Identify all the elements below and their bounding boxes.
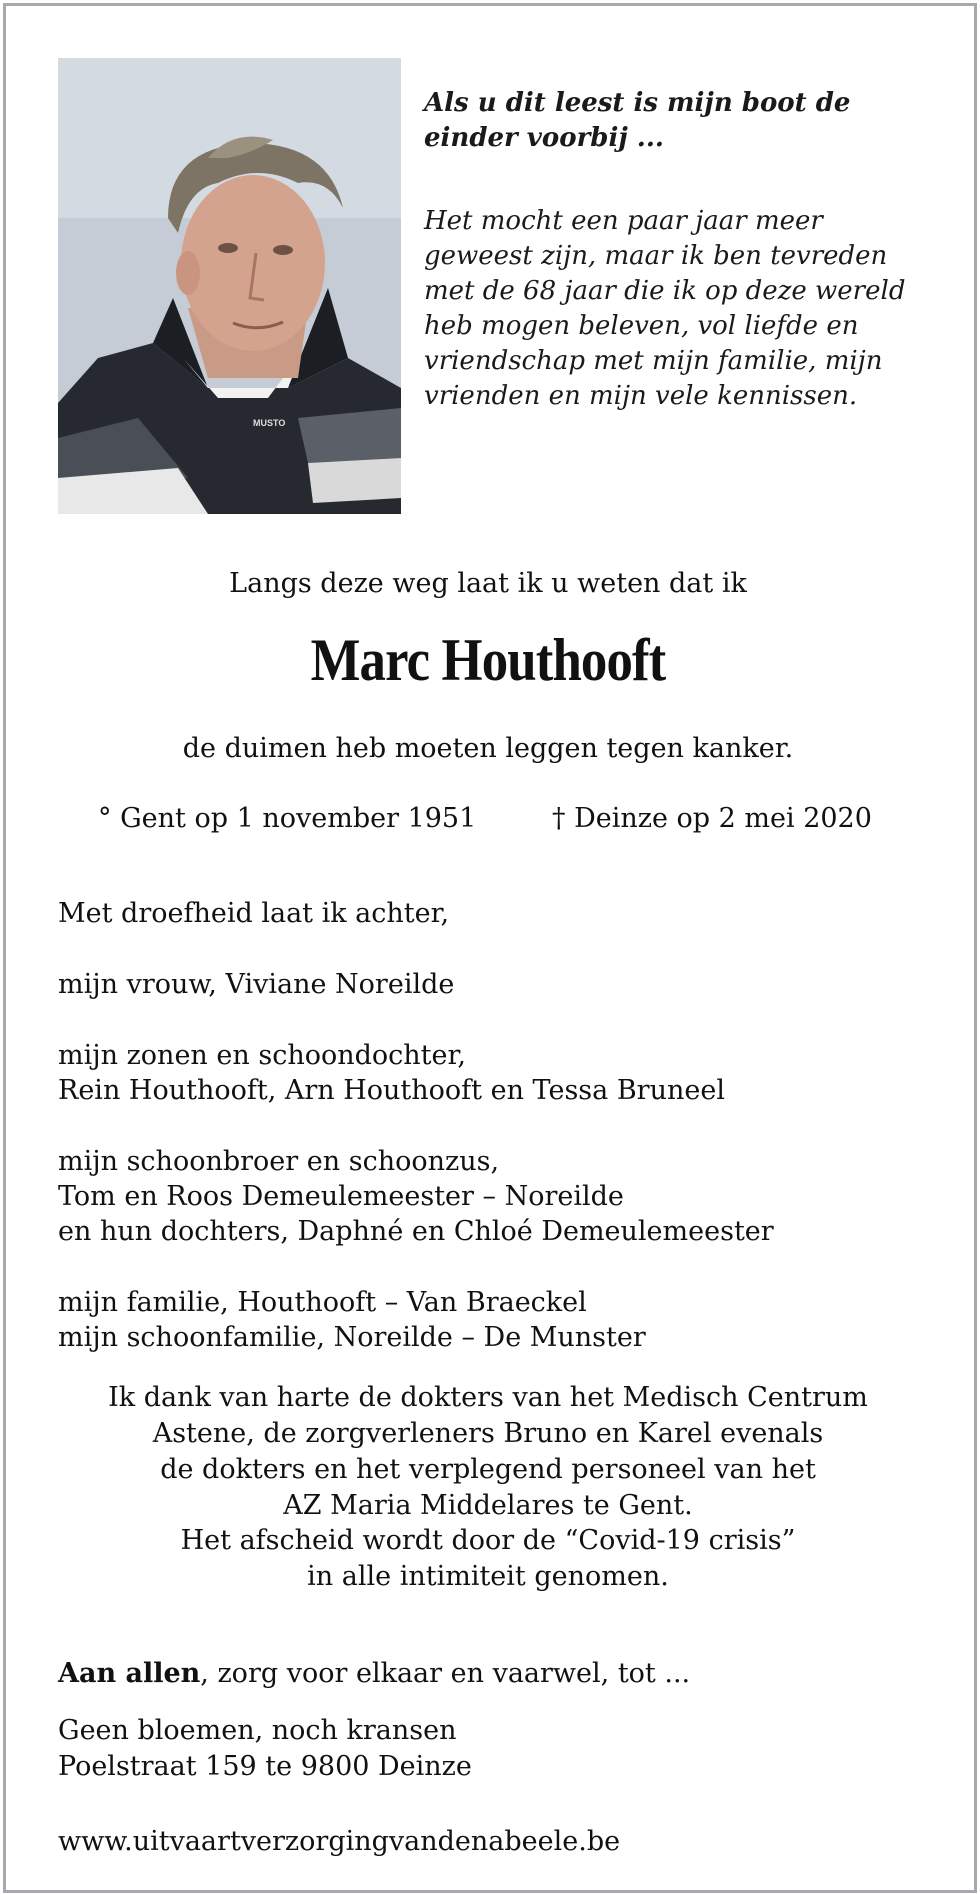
closing-rest: , zorg voor elkaar en vaarwel, tot ... [200, 1658, 691, 1689]
family-list [58, 896, 918, 1391]
family-line: Rein Houthooft, Arn Houthooft en Tessa Bruneel [58, 1075, 725, 1106]
thanks-line: Ik dank van harte de dokters van het Medisch Centrum [108, 1382, 868, 1413]
quote-block [424, 86, 924, 414]
family-line: Tom en Roos Demeulemeester – Noreilde [58, 1181, 624, 1212]
family-line: mijn zonen en schoondochter, [58, 1040, 467, 1071]
family-group-sons [58, 1038, 918, 1108]
closing-line [58, 1658, 690, 1689]
deceased-name: Marc Houthooft [310, 627, 666, 693]
practical-info [58, 1713, 472, 1785]
family-heading: Met droefheid laat ik achter, [58, 898, 450, 929]
closing-bold: Aan allen [58, 1658, 201, 1689]
obituary-card [58, 58, 918, 1857]
farewell-note [58, 1523, 918, 1595]
family-group-in-laws [58, 1144, 918, 1249]
death-date: † Deinze op 2 mei 2020 [552, 803, 872, 834]
family-line: mijn familie, Houthooft – Van Braeckel [58, 1287, 587, 1318]
family-group-relatives [58, 1285, 918, 1355]
jacket-logo: MUSTO [253, 418, 286, 428]
thanks-line: de dokters en het verplegend personeel van het [160, 1454, 816, 1485]
thanks-line: Astene, de zorgverleners Bruno en Karel evenals [152, 1418, 824, 1449]
quote-body: Het mocht een paar jaar meer geweest zijn, maar ik ben tevreden met de 68 jaar die ik op deze wereld heb mogen beleven, vol liefde en vriendschap met mijn familie, mijn vrienden en mijn vele kennissen. [424, 206, 906, 411]
family-line: mijn vrouw, Viviane Noreilde [58, 969, 455, 1000]
funeral-website-link[interactable]: www.uitvaartverzorgingvandenabeele.be [58, 1826, 621, 1857]
farewell-line: in alle intimiteit genomen. [307, 1561, 669, 1592]
home-address: Poelstraat 159 te 9800 Deinze [58, 1751, 472, 1782]
announcement-cause: de duimen heb moeten leggen tegen kanker. [182, 733, 794, 764]
header-section [58, 58, 918, 516]
farewell-line: Het afscheid wordt door de “Covid-19 crisis” [180, 1525, 796, 1556]
family-line: en hun dochters, Daphné en Chloé Demeulemeester [58, 1216, 774, 1247]
quote-title: Als u dit leest is mijn boot de einder voorbij ... [424, 88, 851, 153]
flowers-note: Geen bloemen, noch kransen [58, 1715, 457, 1746]
family-line: mijn schoonbroer en schoonzus, [58, 1146, 500, 1177]
thanks-paragraph [58, 1380, 918, 1524]
announcement-intro: Langs deze weg laat ik u weten dat ik [229, 568, 747, 599]
thanks-line: AZ Maria Middelares te Gent. [283, 1490, 693, 1521]
family-group-spouse [58, 967, 918, 1002]
birth-date: ° Gent op 1 november 1951 [98, 803, 477, 834]
portrait-photo [58, 58, 401, 514]
family-line: mijn schoonfamilie, Noreilde – De Munster [58, 1322, 646, 1353]
